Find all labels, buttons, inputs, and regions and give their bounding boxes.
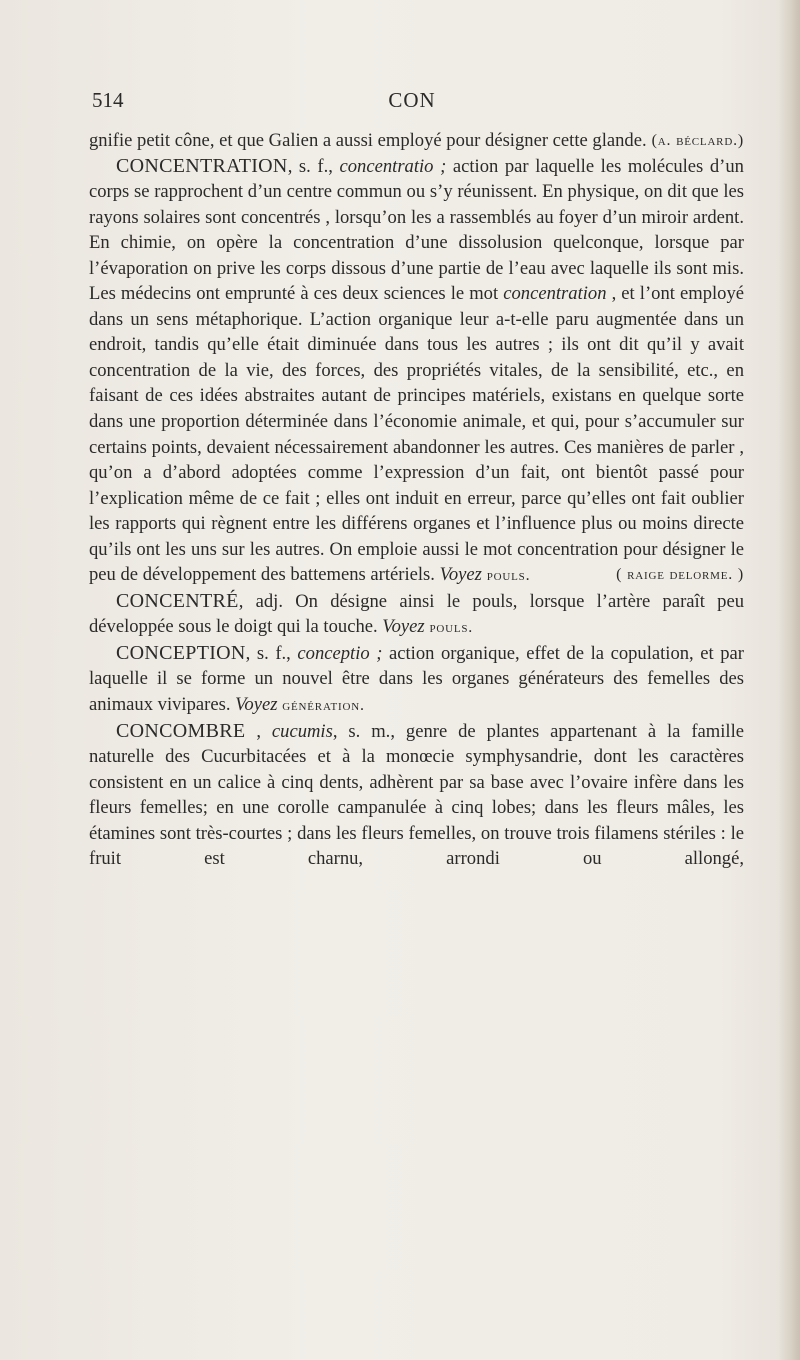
latin-term: cucumis xyxy=(271,720,333,742)
entry-text: , et l’ont employé dans un sens métaphorique. L’action organique leur a-t-elle paru augmentée dans un endroit, tandis qu’elle était diminuée dans tous les autres ; ils ont dit qu’il y avait concentration de la vie, des forces, des propriétés vitales, de la sensibilité, etc., en faisant de ces idées abstraites autant de principes matériels, existans en quelque sorte dans une proportion déterminée dans l’économie animale, et qui, pour s’accumuler sur certains points, devaient nécessairement abandonner les autres. Ces manières de parler , qu’on a d’abord adoptées comme l’expression d’un fait, ont bientôt passé pour l’explication même de ce fait ; elles ont induit en erreur, parce qu’elles ont fait oublier les rapports qui règnent entre les différens organes et l’influence plus ou moins directe qu’ils ont les uns sur les autres. On emploie aussi le mot concentration pour désigner le peu de développement des battemens artériels. xyxy=(89,283,745,586)
continuation-text: gnifie petit cône, et que Galien a aussi employé pour désigner cette glande. xyxy=(89,130,647,151)
entry-concentre xyxy=(89,589,744,641)
page-number: 514 xyxy=(92,88,124,112)
italic-term: concentration xyxy=(503,283,607,305)
author-signature: ( raige delorme. ) xyxy=(616,566,744,584)
entry-text: , adj. On désigne ainsi le pouls, lorsque l’artère paraît peu développée sous le doigt qui la touche. xyxy=(89,590,744,638)
entry-concombre xyxy=(89,719,744,898)
grammar-note: , xyxy=(245,720,261,742)
entry-text: action organique, effet de la copulation, et par laquelle il se forme un nouvel être dans les organes générateurs des femelles des animaux vivipares. xyxy=(89,642,744,716)
dictionary-text xyxy=(89,128,744,897)
entry-concentration xyxy=(89,154,744,589)
see-reference: Voyez xyxy=(439,564,482,586)
entry-text: action par laquelle les molécules d’un corps se rapprochent d’un centre commun ou s’y réunissent. En physique, on dit que les rayons solaires sont concentrés , lorsqu’on les a rassemblés au foyer d’un miroir ardent. En chimie, on opère la concentration d’une dissolusion quelconque, lorsque par l’évaporation on prive les corps dissous d’une partie de l’eau avec laquelle ils sont mis. Les médecins ont emprunté à ces deux sciences le mot xyxy=(89,155,744,305)
latin-term: conceptio ; xyxy=(297,642,383,664)
entry-conception xyxy=(89,641,744,719)
cross-reference: pouls. xyxy=(424,619,474,637)
headword: CONCENTRÉ xyxy=(116,589,239,612)
headword: CONCEPTION xyxy=(116,641,246,664)
entry-text: , s. m., genre de plantes appartenant à la famille naturelle des Cucurbitacées et à la monœcie symphysandrie, dont les caractères consistent en un calice à cinq dents, adhèrent par sa base avec l’ovaire infère dans les fleurs femelles; en une corolle campanulée à cinq lobes; dans les fleurs mâles, les étamines sont très-courtes ; dans les fleurs femelles, on trouve trois filamens stériles : le fruit est charnu, arrondi ou allongé, xyxy=(89,720,744,870)
page-header xyxy=(92,88,732,118)
author-signature: (a. béclard.) xyxy=(651,132,744,149)
page-edge-shadow xyxy=(778,0,800,1360)
paragraph-continuation xyxy=(89,128,744,154)
running-head: CON xyxy=(388,88,436,112)
cross-reference: génération. xyxy=(277,697,365,715)
latin-term: concentratio ; xyxy=(339,155,447,177)
grammar-note: , s. f., xyxy=(287,155,333,177)
cross-reference: pouls. xyxy=(481,567,531,585)
headword: CONCOMBRE xyxy=(116,719,246,742)
see-reference: Voyez xyxy=(235,694,278,716)
headword: CONCENTRATION xyxy=(116,154,288,177)
see-reference: Voyez xyxy=(382,616,425,638)
grammar-note: , s. f., xyxy=(245,642,291,664)
